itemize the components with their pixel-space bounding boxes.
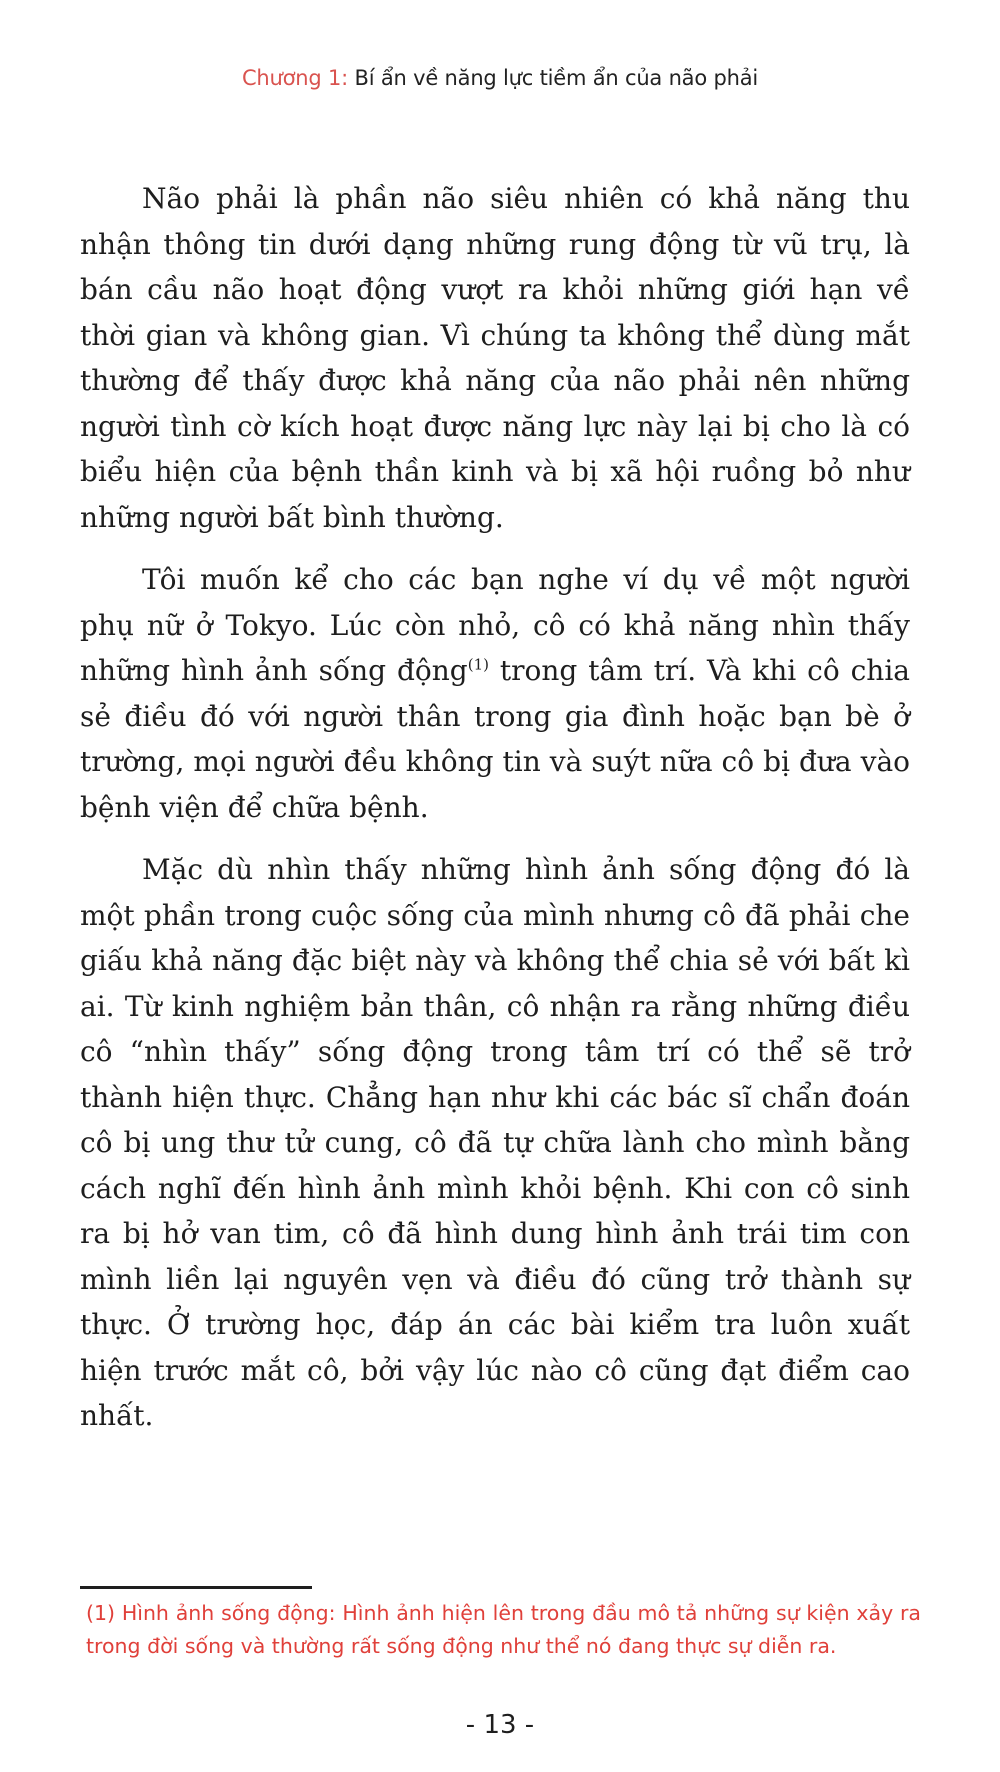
chapter-title: Bí ẩn về năng lực tiềm ẩn của não phải [354,66,759,90]
footnote-divider [80,1586,312,1589]
paragraph-2-part-1: Tôi muốn kể cho các bạn nghe ví dụ về một người phụ nữ ở Tokyo. Lúc còn nhỏ, cô có khả năng nhìn thấy những hình ảnh sống động [80,563,910,687]
chapter-label: Chương 1: [241,66,349,90]
footnote-reference: (1) [467,655,489,674]
page-number: - 13 - [465,1710,535,1740]
footnote: (1) Hình ảnh sống động: Hình ảnh hiện lên trong đầu mô tả những sự kiện xảy ra trong đời sống và thường rất sống động như thể nó đang thực sự diễn ra. [86,1601,921,1658]
paragraph-2 [80,557,910,830]
paragraph-2-part-2: trong tâm trí. Và khi cô chia sẻ điều đó với người thân trong gia đình hoặc bạn bè ở trường, mọi người đều không tin và suýt nữa cô bị đưa vào bệnh viện để chữa bệnh. [80,654,910,824]
paragraph-3: Mặc dù nhìn thấy những hình ảnh sống động đó là một phần trong cuộc sống của mình nhưng cô đã phải che giấu khả năng đặc biệt này và không thể chia sẻ với bất kì ai. Từ kinh nghiệm bản thân, cô nhận ra rằng những điều cô “nhìn thấy” sống động trong tâm trí có thể sẽ trở thành hiện thực. Chẳng hạn như khi các bác sĩ chẩn đoán cô bị ung thư tử cung, cô đã tự chữa lành cho mình bằng cách nghĩ đến hình ảnh mình khỏi bệnh. Khi con cô sinh ra bị hở van tim, cô đã hình dung hình ảnh trái tim con mình liền lại nguyên vẹn và điều đó cũng trở thành sự thực. Ở trường học, đáp án các bài kiểm tra luôn xuất hiện trước mắt cô, bởi vậy lúc nào cô cũng đạt điểm cao nhất. [80,853,910,1432]
paragraph-1: Não phải là phần não siêu nhiên có khả năng thu nhận thông tin dưới dạng những rung động từ vũ trụ, là bán cầu não hoạt động vượt ra khỏi những giới hạn về thời gian và không gian. Vì chúng ta không thể dùng mắt thường để thấy được khả năng của não phải nên những người tình cờ kích hoạt được năng lực này lại bị cho là có biểu hiện của bệnh thần kinh và bị xã hội ruồng bỏ như những người bất bình thường. [80,182,910,534]
body-text [80,176,910,1456]
running-header [0,66,1000,90]
